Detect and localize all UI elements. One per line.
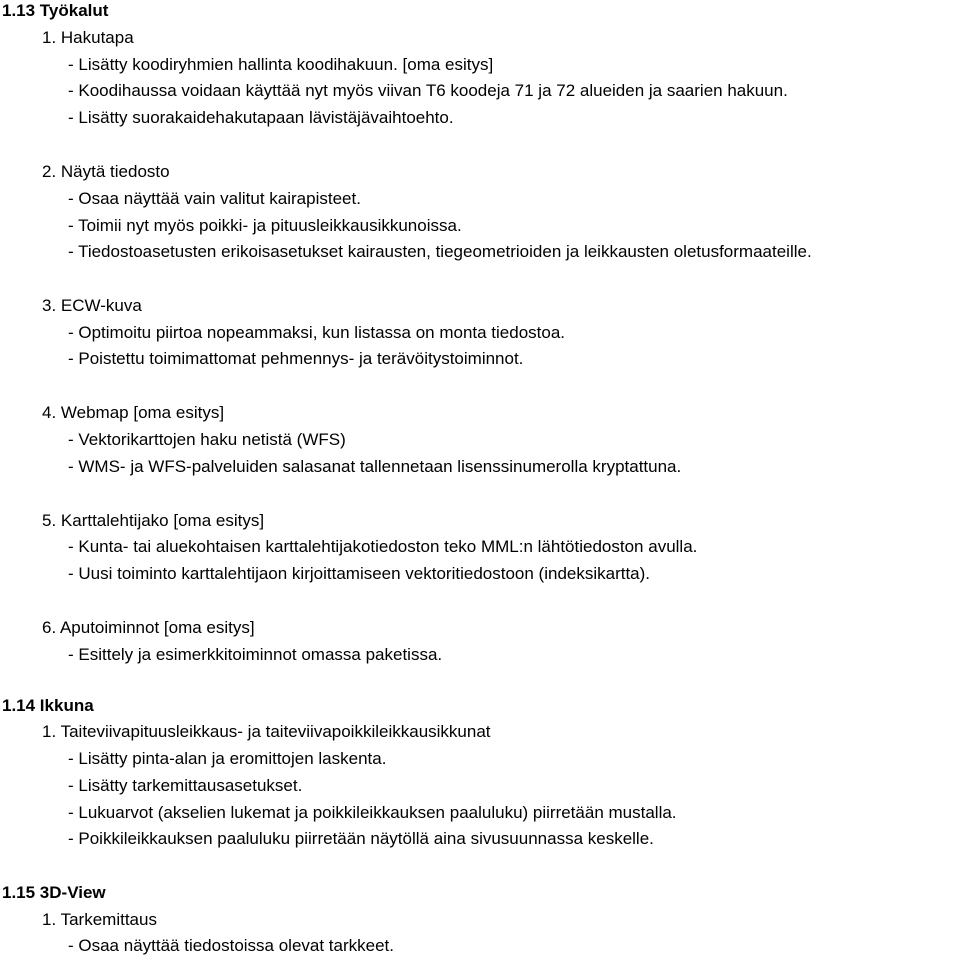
- list-item: - Poikkileikkauksen paaluluku piirretään näytöllä aina sivusuunnassa keskelle.: [68, 829, 654, 848]
- list-item: - Tiedostoasetusten erikoisasetukset kairausten, tiegeometrioiden ja leikkausten oletusformaateille.: [68, 242, 812, 261]
- list-item: - Koodihaussa voidaan käyttää nyt myös viivan T6 koodeja 71 ja 72 alueiden ja saarien hakuun.: [68, 81, 788, 100]
- group-title: 1. Taiteviivapituusleikkaus- ja taiteviivapoikkileikkausikkunat: [42, 722, 491, 741]
- section-heading: 1.13 Työkalut: [2, 1, 109, 20]
- group-title: 3. ECW-kuva: [42, 296, 142, 315]
- list-item: - Poistettu toimimattomat pehmennys- ja terävöitystoiminnot.: [68, 349, 524, 368]
- list-item: - Vektorikarttojen haku netistä (WFS): [68, 430, 346, 449]
- group-title: 1. Tarkemittaus: [42, 910, 157, 929]
- list-item: - Esittely ja esimerkkitoiminnot omassa paketissa.: [68, 645, 443, 664]
- list-item: - Osaa näyttää vain valitut kairapisteet.: [68, 189, 361, 208]
- list-item: - WMS- ja WFS-palveluiden salasanat tallennetaan lisenssinumerolla kryptattuna.: [68, 457, 682, 476]
- group-title: 4. Webmap [oma esitys]: [42, 403, 225, 422]
- group-title: 5. Karttalehtijako [oma esitys]: [42, 511, 265, 530]
- list-item: - Lukuarvot (akselien lukemat ja poikkileikkauksen paaluluku) piirretään mustalla.: [68, 803, 677, 822]
- list-item: - Uusi toiminto karttalehtijaon kirjoittamiseen vektoritiedostoon (indeksikartta).: [68, 564, 651, 583]
- group-title: 6. Aputoiminnot [oma esitys]: [42, 618, 255, 637]
- list-item: - Kunta- tai aluekohtaisen karttalehtijakotiedoston teko MML:n lähtötiedoston avulla.: [68, 537, 698, 556]
- list-item: - Toimii nyt myös poikki- ja pituusleikkausikkunoissa.: [68, 216, 462, 235]
- list-item: - Lisätty koodiryhmien hallinta koodihakuun. [oma esitys]: [68, 55, 494, 74]
- list-item: - Osaa näyttää tiedostoissa olevat tarkkeet.: [68, 936, 395, 955]
- list-item: - Lisätty suorakaidehakutapaan lävistäjävaihtoehto.: [68, 108, 454, 127]
- list-item: - Optimoitu piirtoa nopeammaksi, kun listassa on monta tiedostoa.: [68, 323, 566, 342]
- list-item: - Lisätty tarkemittausasetukset.: [68, 776, 303, 795]
- section-heading: 1.14 Ikkuna: [2, 696, 94, 715]
- section-heading: 1.15 3D-View: [2, 883, 106, 902]
- list-item: - Lisätty pinta-alan ja eromittojen laskenta.: [68, 749, 387, 768]
- group-title: 2. Näytä tiedosto: [42, 162, 170, 181]
- group-title: 1. Hakutapa: [42, 28, 134, 47]
